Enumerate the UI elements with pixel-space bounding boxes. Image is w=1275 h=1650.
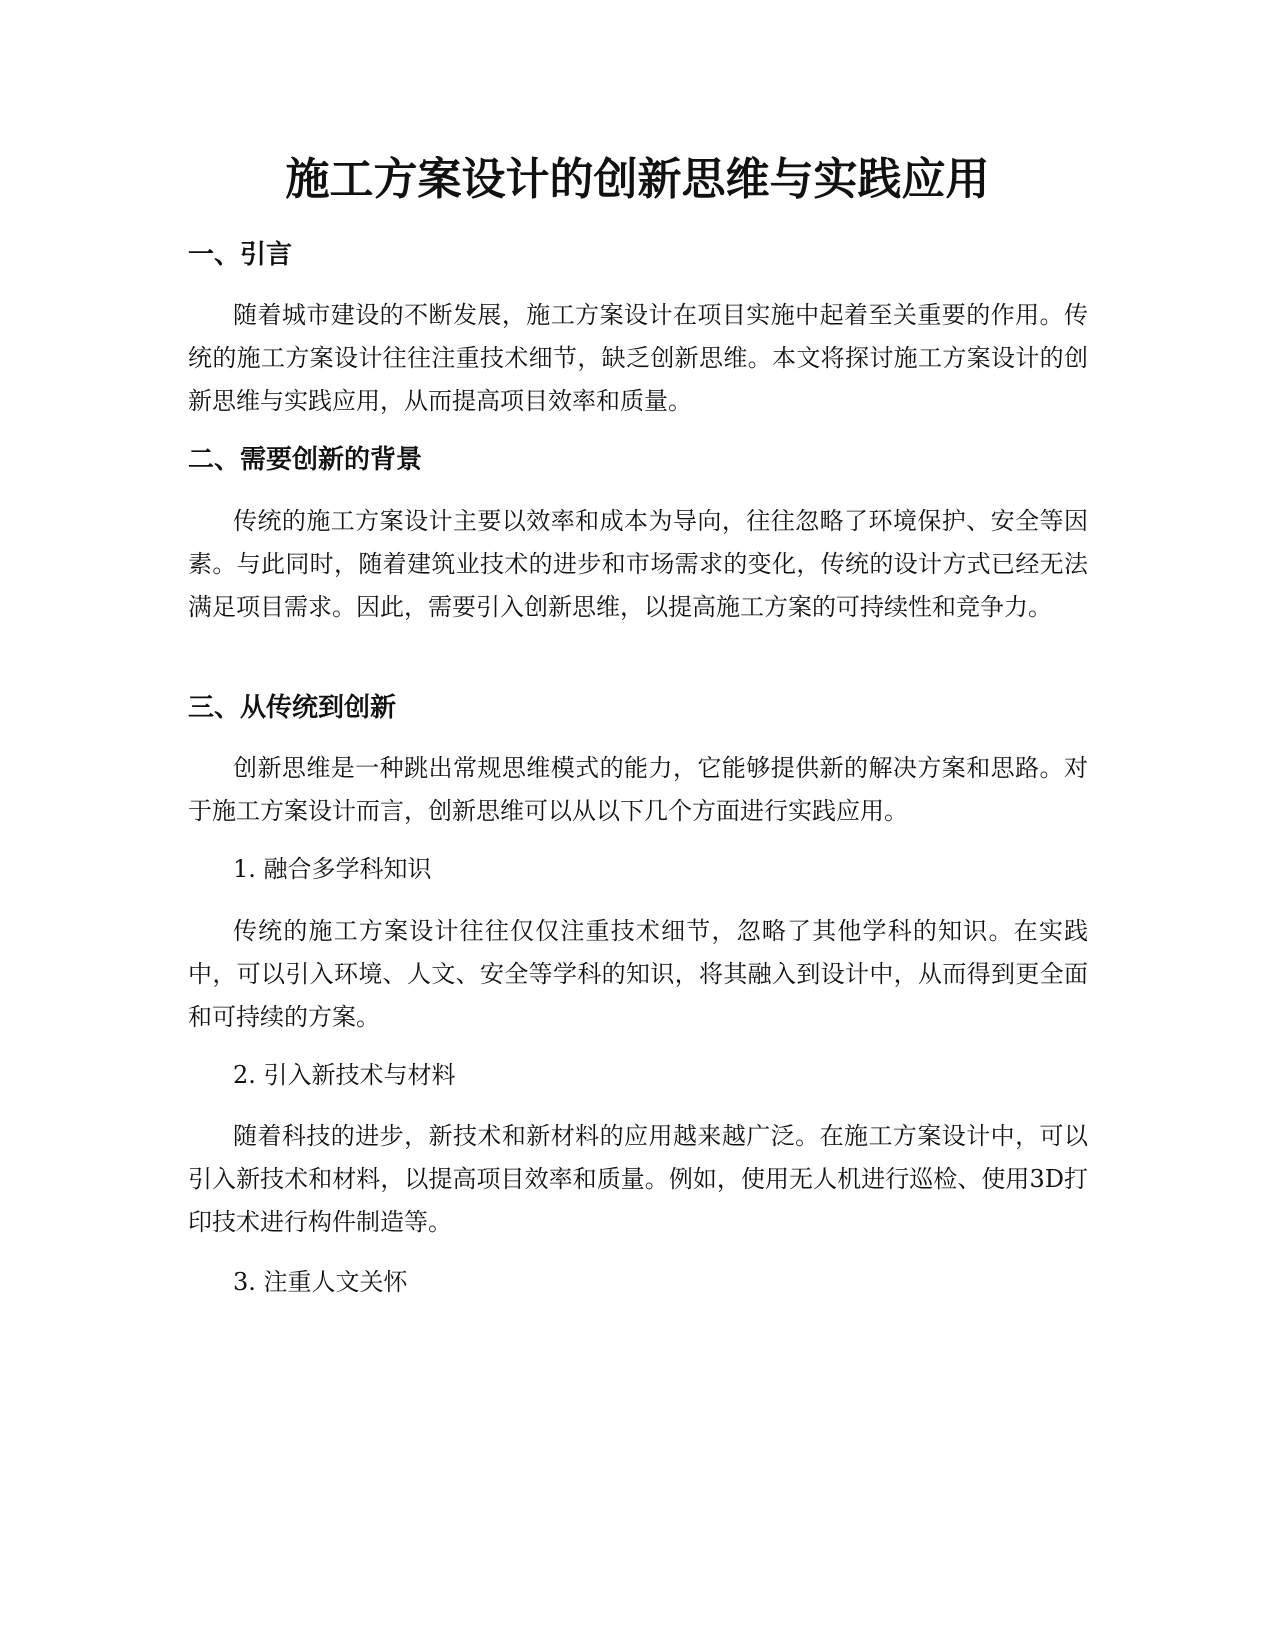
section-paragraph-introduction: 随着城市建设的不断发展，施工方案设计在项目实施中起着至关重要的作用。传统的施工方案设计往往注重技术细节，缺乏创新思维。本文将探讨施工方案设计的创新思维与实践应用，从而提高项目效率和质量。 bbox=[188, 301, 1088, 415]
list-item-label-1: 1. 融合多学科知识 bbox=[233, 855, 432, 883]
section-heading-tradition-to-innovation: 三、从传统到创新 bbox=[188, 693, 397, 723]
section-heading-introduction: 一、引言 bbox=[188, 240, 293, 270]
list-item-label-3: 3. 注重人文关怀 bbox=[233, 1268, 408, 1296]
list-item-paragraph-1: 传统的施工方案设计往往仅仅注重技术细节，忽略了其他学科的知识。在实践中，可以引入环境、人文、安全等学科的知识，将其融入到设计中，从而得到更全面和可持续的方案。 bbox=[188, 917, 1088, 1031]
section-heading-background: 二、需要创新的背景 bbox=[188, 445, 423, 475]
section-paragraph-background: 传统的施工方案设计主要以效率和成本为导向，往往忽略了环境保护、安全等因素。与此同时，随着建筑业技术的进步和市场需求的变化，传统的设计方式已经无法满足项目需求。因此，需要引入创新思维，以提高施工方案的可持续性和竞争力。 bbox=[188, 507, 1088, 621]
section-paragraph-tradition-to-innovation: 创新思维是一种跳出常规思维模式的能力，它能够提供新的解决方案和思路。对于施工方案设计而言，创新思维可以从以下几个方面进行实践应用。 bbox=[188, 754, 1088, 825]
document-title: 施工方案设计的创新思维与实践应用 bbox=[285, 154, 990, 205]
list-item-label-2: 2. 引入新技术与材料 bbox=[233, 1061, 456, 1089]
list-item-paragraph-2: 随着科技的进步，新技术和新材料的应用越来越广泛。在施工方案设计中，可以引入新技术和材料，以提高项目效率和质量。例如，使用无人机进行巡检、使用3D打印技术进行构件制造等。 bbox=[188, 1122, 1088, 1236]
